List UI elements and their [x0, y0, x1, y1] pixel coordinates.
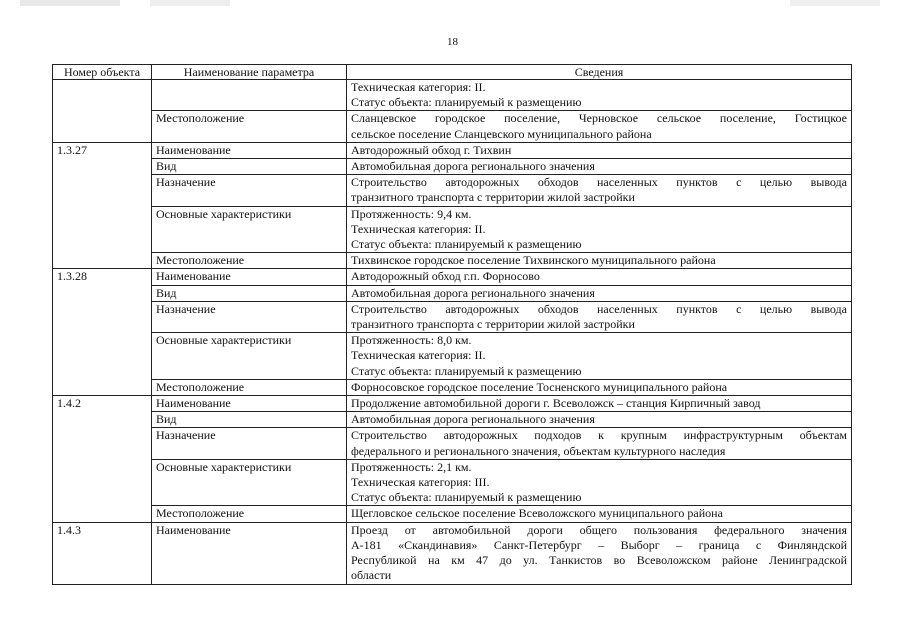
details-cell — [347, 379, 852, 395]
details-line: Автомобильная дорога регионального значения — [351, 412, 595, 427]
parameter-name-cell: Наименование — [152, 269, 347, 285]
details-line: Щегловское сельское поселение Всеволожского муниципального района — [351, 506, 723, 521]
details-cell — [347, 412, 852, 428]
parameter-name-cell: Основные характеристики — [152, 206, 347, 253]
details-line: Техническая категория: II. — [351, 221, 486, 236]
details-cell — [347, 459, 852, 506]
parameter-name-cell: Местоположение — [152, 379, 347, 395]
details-cell — [347, 159, 852, 175]
table-row — [53, 80, 852, 111]
details-cell — [347, 253, 852, 269]
details-line: области — [351, 568, 392, 583]
details-line: Статус объекта: планируемый к размещению — [351, 363, 582, 378]
details-cell — [347, 269, 852, 285]
scan-artifact — [0, 0, 905, 6]
details-line: Сланцевское городское поселение, Черновское сельское поселение, Гостицкое — [351, 111, 847, 126]
parameter-name-cell: Наименование — [152, 142, 347, 158]
details-cell — [347, 80, 852, 111]
table-row — [53, 522, 852, 584]
parameter-name-cell: Вид — [152, 412, 347, 428]
parameter-name-cell: Наименование — [152, 522, 347, 584]
details-cell — [347, 333, 852, 380]
header-details: Сведения — [347, 65, 852, 80]
parameter-name-cell: Вид — [152, 285, 347, 301]
table-row — [53, 175, 852, 206]
parameter-name-cell: Назначение — [152, 428, 347, 459]
object-number-cell: 1.3.28 — [53, 269, 152, 396]
details-line: Строительство автодорожных обходов населенных пунктов с целью вывода — [351, 175, 847, 190]
table-row — [53, 206, 852, 253]
parameter-name-cell: Назначение — [152, 301, 347, 332]
parameter-name-cell: Местоположение — [152, 111, 347, 142]
parameter-name-cell — [152, 80, 347, 111]
details-line: Техническая категория: II. — [351, 348, 486, 363]
table-row — [53, 111, 852, 142]
details-line: Строительство автодорожных обходов населенных пунктов с целью вывода — [351, 301, 847, 316]
details-line: Техническая категория: III. — [351, 475, 490, 490]
table-body — [53, 80, 852, 585]
page-number: 18 — [447, 36, 458, 48]
details-line: сельское поселение Сланцевского муниципального района — [351, 126, 652, 141]
table-row — [53, 142, 852, 158]
table-row — [53, 459, 852, 506]
parameter-name-cell: Назначение — [152, 175, 347, 206]
header-object-number: Номер объекта — [53, 65, 152, 80]
details-line: Автомобильная дорога регионального значения — [351, 285, 595, 300]
details-cell — [347, 142, 852, 158]
details-line: Автодорожный обход г.п. Форносово — [351, 269, 540, 284]
table-row — [53, 269, 852, 285]
parameter-name-cell: Вид — [152, 159, 347, 175]
details-line: Продолжение автомобильной дороги г. Всеволожск – станция Кирпичный завод — [351, 396, 761, 411]
details-line: Статус объекта: планируемый к размещению — [351, 490, 582, 505]
details-cell — [347, 175, 852, 206]
table-row — [53, 253, 852, 269]
details-cell — [347, 301, 852, 332]
details-cell — [347, 285, 852, 301]
parameter-name-cell: Основные характеристики — [152, 459, 347, 506]
table-header-row — [53, 65, 852, 80]
header-parameter-name: Наименование параметра — [152, 65, 347, 80]
object-number-cell: 1.4.3 — [53, 522, 152, 584]
table-row — [53, 428, 852, 459]
details-line: Протяженность: 9,4 км. — [351, 206, 472, 221]
parameter-name-cell: Наименование — [152, 396, 347, 412]
details-line: транзитного транспорта с территории жилой застройки — [351, 190, 635, 205]
details-cell — [347, 206, 852, 253]
parameter-name-cell: Местоположение — [152, 506, 347, 522]
details-line: Протяженность: 2,1 км. — [351, 459, 472, 474]
details-line: транзитного транспорта с территории жилой застройки — [351, 317, 635, 332]
details-cell — [347, 111, 852, 142]
table-row — [53, 159, 852, 175]
parameters-table — [52, 64, 852, 585]
table-row — [53, 506, 852, 522]
table-row — [53, 412, 852, 428]
object-number-cell: 1.3.27 — [53, 142, 152, 269]
details-line: А-181 «Скандинавия» Санкт-Петербург – Выборг – граница с Финляндской — [351, 537, 847, 552]
details-cell — [347, 522, 852, 584]
details-line: Проезд от автомобильной дороги общего пользования федерального значения — [351, 522, 847, 537]
details-line: Автомобильная дорога регионального значения — [351, 159, 595, 174]
details-line: федерального и регионального значения, объектам культурного наследия — [351, 443, 726, 458]
table-row — [53, 333, 852, 380]
details-line: Статус объекта: планируемый к размещению — [351, 95, 582, 110]
details-cell — [347, 428, 852, 459]
details-line: Автодорожный обход г. Тихвин — [351, 142, 512, 157]
details-line: Строительство автодорожных подходов к крупным инфраструктурным объектам — [351, 428, 847, 443]
parameter-name-cell: Основные характеристики — [152, 333, 347, 380]
details-line: Республикой на км 47 до ул. Танкистов во Всеволожском районе Ленинградской — [351, 553, 847, 568]
table-row — [53, 285, 852, 301]
details-line: Статус объекта: планируемый к размещению — [351, 237, 582, 252]
details-cell — [347, 506, 852, 522]
details-line: Протяженность: 8,0 км. — [351, 333, 472, 348]
details-line: Форносовское городское поселение Тосненского муниципального района — [351, 379, 728, 394]
object-number-cell — [53, 80, 152, 143]
details-cell — [347, 396, 852, 412]
details-line: Техническая категория: II. — [351, 80, 486, 94]
table-row — [53, 379, 852, 395]
details-line: Тихвинское городское поселение Тихвинского муниципального района — [351, 253, 716, 268]
parameter-name-cell: Местоположение — [152, 253, 347, 269]
object-number-cell: 1.4.2 — [53, 396, 152, 523]
table-row — [53, 301, 852, 332]
table-row — [53, 396, 852, 412]
